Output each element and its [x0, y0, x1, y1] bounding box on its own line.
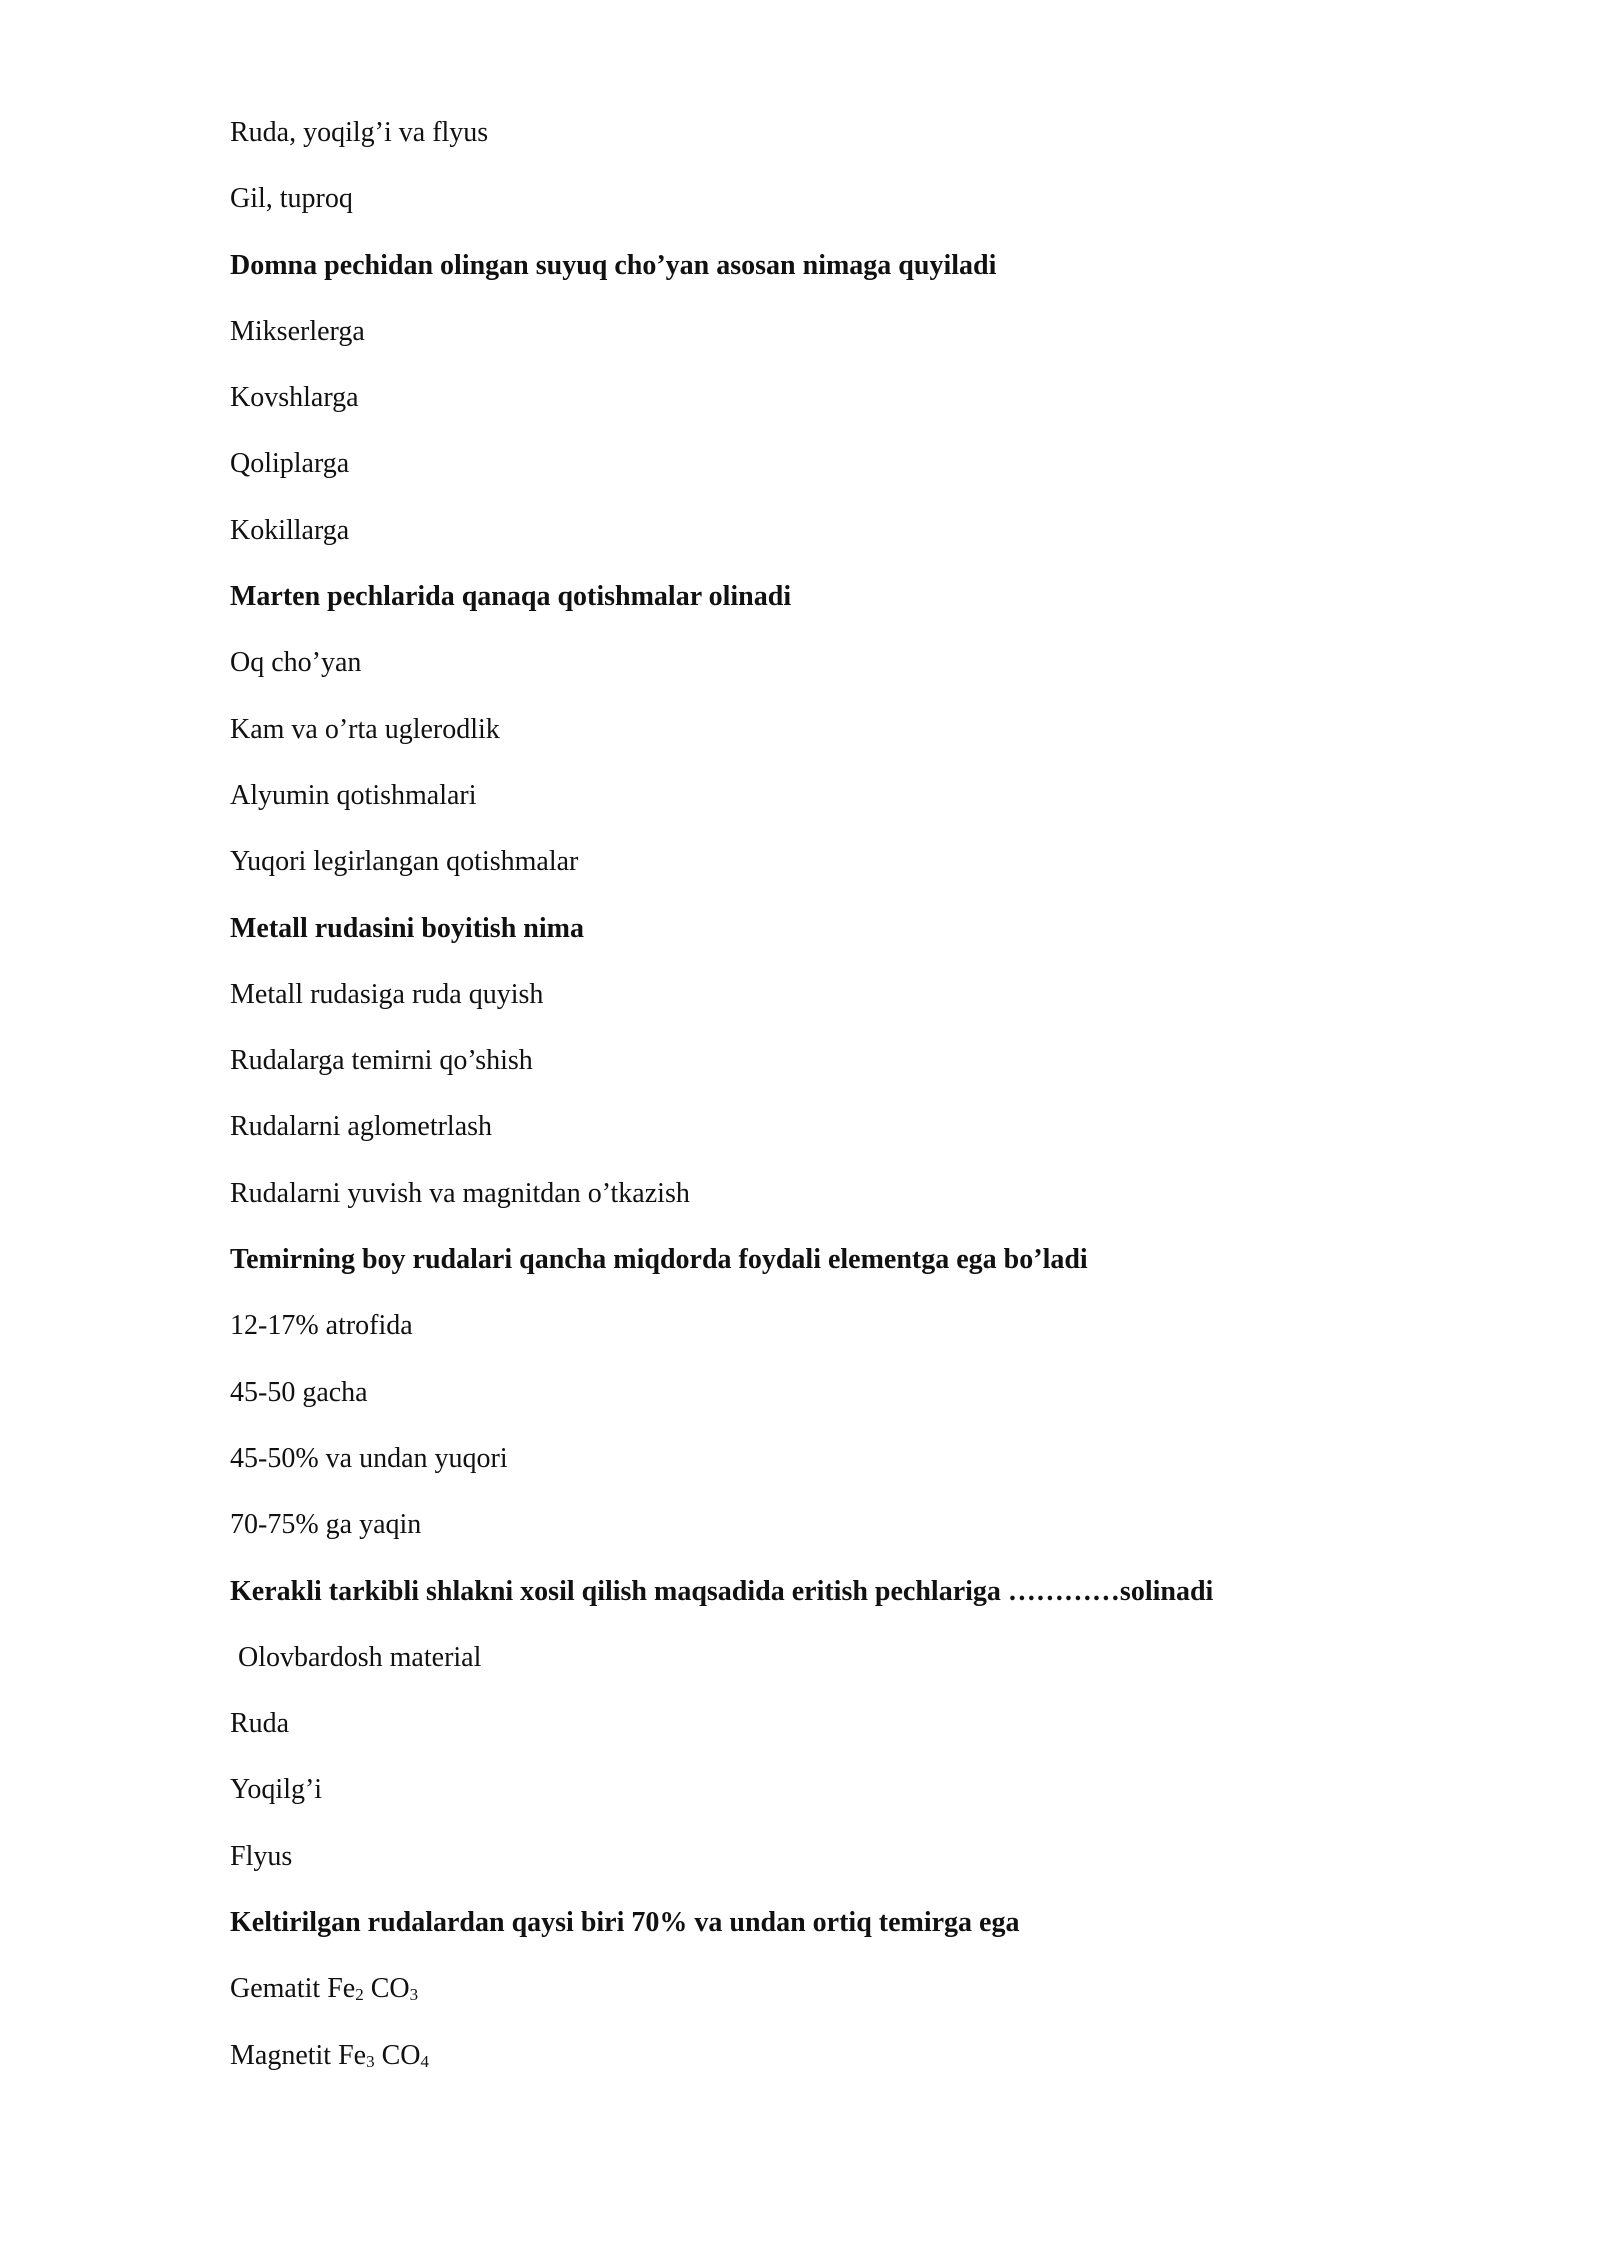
- answer-option: Kokillarga: [230, 514, 350, 546]
- question-text: Metall rudasini boyitish nima: [230, 912, 584, 944]
- answer-option: Gil, tuproq: [230, 183, 353, 215]
- formula-text: CO: [374, 2039, 421, 2071]
- answer-option: Yoqilg’i: [230, 1774, 323, 1806]
- answer-option: Flyus: [230, 1840, 293, 1872]
- answer-option-formula-2: [230, 2036, 1430, 2102]
- question-text: Kerakli tarkibli shlakni xosil qilish maqsadida eritish pechlariga …………solinadi: [230, 1575, 1214, 1607]
- answer-option: 70-75% ga yaqin: [230, 1509, 422, 1541]
- answer-option: Mikserlerga: [230, 315, 365, 347]
- formula-subscript: 3: [409, 1985, 419, 2005]
- formula-text: Gematit Fe: [230, 1973, 356, 2005]
- formula-text: Magnetit Fe: [230, 2039, 367, 2071]
- document-lines: [230, 113, 1430, 1969]
- answer-option: Kovshlarga: [230, 382, 359, 414]
- answer-option: Alyumin qotishmalari: [230, 779, 477, 811]
- answer-option: Kam va o’rta uglerodlik: [230, 713, 500, 745]
- answer-option: Rudalarni aglometrlash: [230, 1111, 493, 1143]
- answer-option: Rudalarga temirni qo’shish: [230, 1045, 533, 1077]
- answer-option: Yuqori legirlangan qotishmalar: [230, 846, 579, 878]
- answer-option: Qoliplarga: [230, 448, 350, 480]
- question-text: Temirning boy rudalari qancha miqdorda foydali elementga ega bo’ladi: [230, 1244, 1088, 1276]
- answer-option: Olovbardosh material: [238, 1641, 482, 1673]
- answer-option: Oq cho’yan: [230, 647, 362, 679]
- answer-option: Rudalarni yuvish va magnitdan o’tkazish: [230, 1177, 690, 1209]
- question-text: Marten pechlarida qanaqa qotishmalar olinadi: [230, 581, 792, 613]
- formula-subscript: 3: [366, 2051, 375, 2071]
- formula-subscript: 2: [355, 1985, 364, 2005]
- document-page: [230, 113, 1430, 2102]
- formula-text: CO: [363, 1973, 410, 2005]
- answer-option-formula-1: [230, 1969, 1430, 2035]
- question-text: Domna pechidan olingan suyuq cho’yan asosan nimaga quyiladi: [230, 249, 997, 281]
- answer-option: Ruda: [230, 1708, 290, 1740]
- answer-option: 45-50 gacha: [230, 1376, 368, 1408]
- answer-option: Ruda, yoqilg’i va flyus: [230, 117, 489, 148]
- answer-option: 45-50% va undan yuqori: [230, 1442, 508, 1474]
- answer-option: 12-17% atrofida: [230, 1310, 413, 1342]
- formula-subscript: 4: [420, 2051, 429, 2071]
- question-text: Keltirilgan rudalardan qaysi biri 70% va undan ortiq temirga ega: [230, 1907, 1020, 1939]
- answer-option: Metall rudasiga ruda quyish: [230, 978, 544, 1010]
